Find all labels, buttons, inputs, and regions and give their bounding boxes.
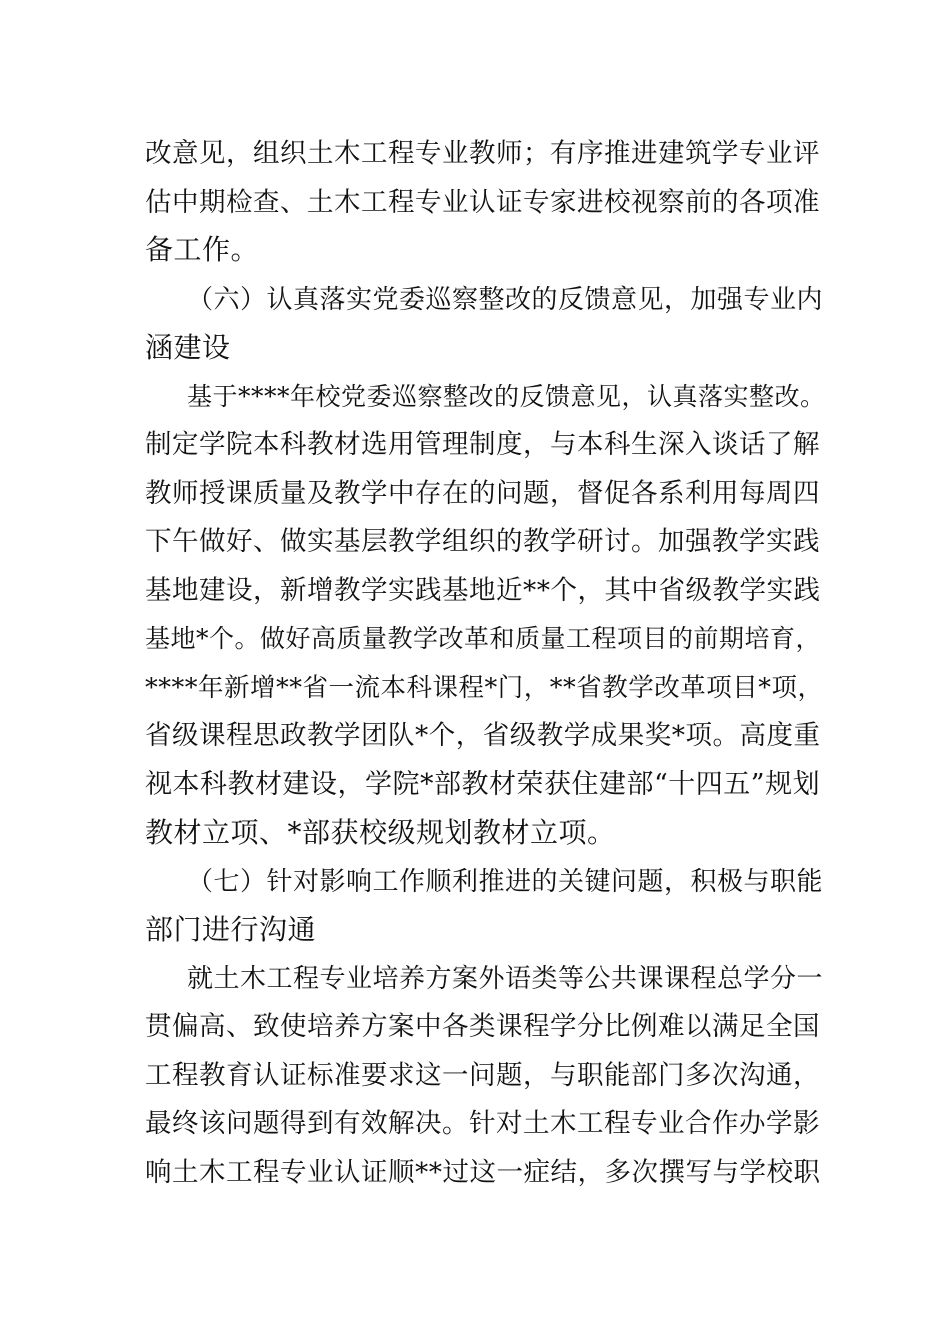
text-line: 教师授课质量及教学中存在的问题，督促各系利用每周四 (145, 478, 820, 509)
text-line: 视本科教材建设，学院*部教材荣获住建部“十四五”规划 (145, 769, 821, 800)
text-line: 改意见，组织土木工程专业教师；有序推进建筑学专业评 (145, 138, 820, 169)
text-line: 备工作。 (145, 233, 260, 266)
section-heading-6: （六）认真落实党委巡察整改的反馈意见，加强专业内 (187, 285, 824, 315)
text-line: 最终该问题得到有效解决。针对土木工程专业合作办学影 (145, 1108, 820, 1139)
text-line: 制定学院本科教材选用管理制度，与本科生深入谈话了解 (145, 429, 820, 460)
text-line: 基地建设，新增教学实践基地近**个，其中省级教学实践 (145, 575, 821, 606)
section-heading-6-cont: 涵建设 (145, 331, 231, 364)
section-heading-7-cont: 部门进行沟通 (145, 913, 317, 946)
text-line: 响土木工程专业认证顺**过这一症结，多次撰写与学校职 (145, 1157, 821, 1188)
text-line: 省级课程思政教学团队*个，省级教学成果奖*项。高度重 (145, 720, 821, 751)
text-line: 教材立项、*部获校级规划教材立项。 (145, 816, 616, 849)
text-line: 贯偏高、致使培养方案中各类课程学分比例难以满足全国 (145, 1011, 820, 1042)
text-line: 下午做好、做实基层教学组织的教学研讨。加强教学实践 (145, 526, 820, 557)
paragraph-first-line: 基于****年校党委巡察整改的反馈意见，认真落实整改。 (187, 382, 826, 411)
section-heading-7: （七）针对影响工作顺利推进的关键问题，积极与职能 (187, 867, 824, 897)
paragraph-first-line: 就土木工程专业培养方案外语类等公共课课程总学分一 (187, 964, 824, 994)
text-line: 工程教育认证标准要求这一问题，与职能部门多次沟通， (145, 1060, 820, 1091)
text-line: 估中期检查、土木工程专业认证专家进校视察前的各项准 (145, 187, 820, 218)
text-line: ****年新增**省一流本科课程*门，**省教学改革项目*项， (145, 673, 824, 703)
text-line: 基地*个。做好高质量教学改革和质量工程项目的前期培育， (145, 624, 822, 653)
